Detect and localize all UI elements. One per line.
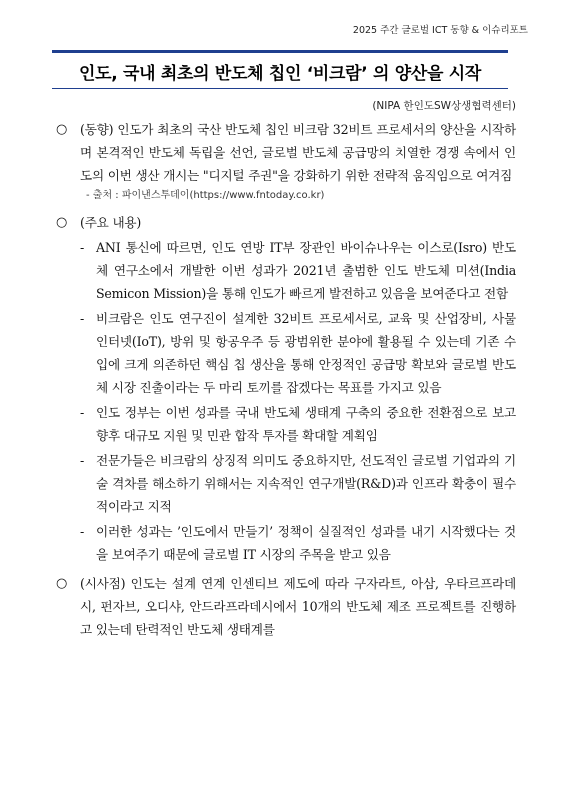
dash-bullet-icon: - [80, 405, 85, 420]
dash-bullet-icon: - [80, 240, 85, 255]
article-title: 인도, 국내 최초의 반도체 칩인 ‘비크람’ 의 양산을 시작 [79, 64, 481, 84]
list-item-text: 인도 정부는 이번 성과를 국내 반도체 생태계 구축의 중요한 전환점으로 보고 향후 대규모 지원 및 민관 합작 투자를 확대할 계획임 [96, 405, 516, 443]
title-rule-bottom [52, 88, 508, 89]
section-main [50, 211, 516, 566]
list-item-text: 전문가들은 비크람의 상징적 의미도 중요하지만, 선도적인 글로벌 기업과의 기술 격차를 해소하기 위해서는 지속적인 연구개발(R&D)과 인프라 확충이 필수적이라고 지적 [96, 453, 516, 514]
title-box [52, 50, 508, 89]
dash-bullet-icon: - [80, 524, 85, 539]
dash-bullet-icon: - [80, 453, 85, 468]
list-item-text: 비크람은 인도 연구진이 설계한 32비트 프로세서로, 교육 및 산업장비, 사물 인터넷(IoT), 방위 및 항공우주 등 광범위한 분야에 활용될 수 있는데 기존 수입에 크게 의존하던 핵심 칩 생산을 통해 안정적인 공급망 확보와 글로벌 반도체 시장 진출이라는 두 마리 토끼를 잡겠다는 목표를 가지고 있음 [96, 311, 516, 395]
source-organization: (NIPA 한인도SW상생협력센터) [372, 100, 516, 112]
circle-bullet-icon: ○ [56, 122, 68, 137]
circle-bullet-icon: ○ [56, 215, 68, 230]
section-implications [50, 572, 516, 641]
article-body [50, 118, 516, 647]
list-item [80, 307, 516, 399]
trend-paragraph: (동향) 인도가 최초의 국산 반도체 칩인 비크람 32비트 프로세서의 양산을 시작하며 본격적인 반도체 독립을 선언, 글로벌 반도체 공급망의 치열한 경쟁 속에서 인도의 이번 생산 개시는 "디지털 주권"을 강화하기 위한 전략적 움직임으로 여겨짐 [80, 122, 516, 183]
list-item-text: 이러한 성과는 ’인도에서 만들기’ 정책이 실질적인 성과를 내기 시작했다는 것을 보여주기 때문에 글로벌 IT 시장의 주목을 받고 있음 [96, 524, 516, 562]
list-item [80, 520, 516, 566]
list-item [80, 449, 516, 518]
main-heading: (주요 내용) [80, 215, 142, 230]
list-item-text: ANI 통신에 따르면, 인도 연방 IT부 장관인 바이슈나우는 이스로(Isro) 반도체 연구소에서 개발한 이번 성과가 2021년 출범한 인도 반도체 미션(India Semicon Mission)을 통해 인도가 빠르게 발전하고 있음을 보여준다고 전함 [96, 240, 516, 301]
list-item [80, 401, 516, 447]
news-source-citation: - 출처 : 파이낸스투데이(https://www.fntoday.co.kr) [86, 190, 325, 201]
list-item [80, 236, 516, 305]
circle-bullet-icon: ○ [56, 576, 68, 591]
implications-paragraph: (시사점) 인도는 설계 연계 인센티브 제도에 따라 구자라트, 아삼, 우타르프라데시, 펀자브, 오디샤, 안드라프라데시에서 10개의 반도체 제조 프로젝트를 진행하고 있는데 탄력적인 반도체 생태계를 [80, 576, 516, 637]
dash-bullet-icon: - [80, 311, 85, 326]
report-header: 2025 주간 글로벌 ICT 동향 & 이슈리포트 [352, 25, 528, 36]
section-trend [50, 118, 516, 205]
